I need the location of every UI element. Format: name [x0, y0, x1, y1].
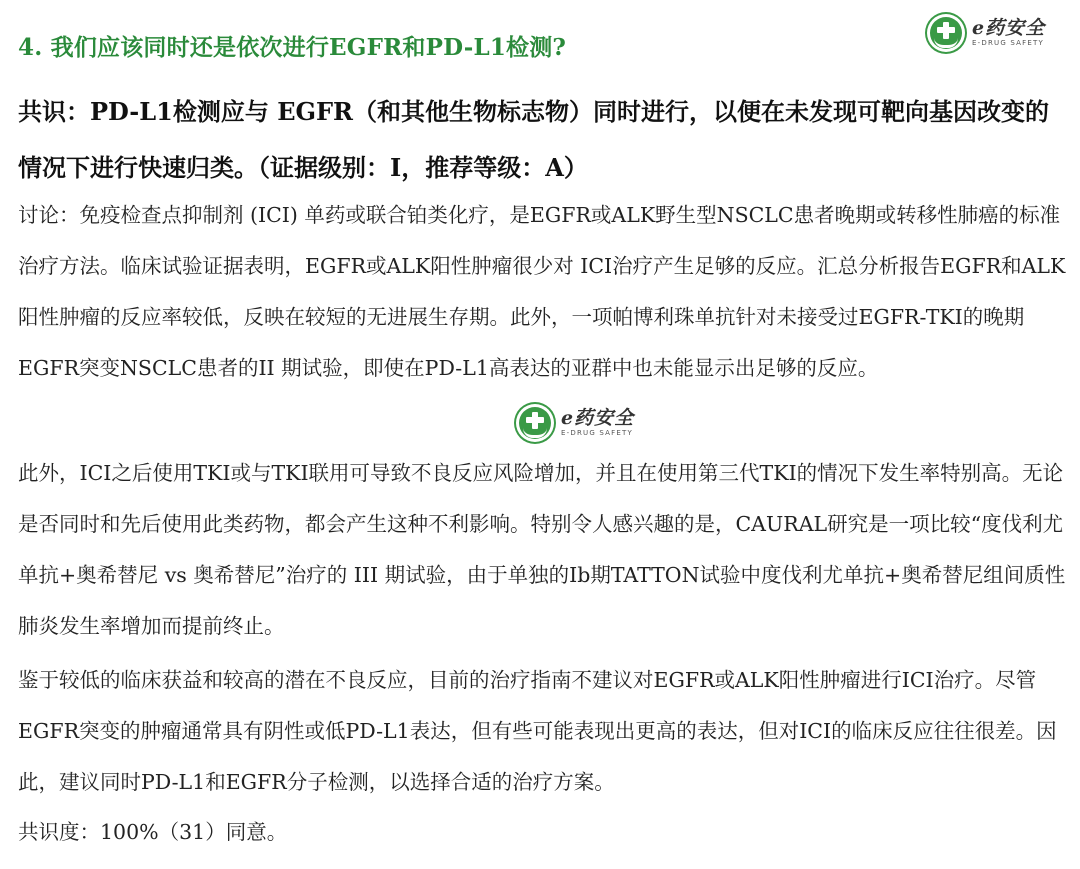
medical-cross-icon [516, 404, 554, 442]
consensus-statement: 共识：PD-L1检测应与 EGFR（和其他生物标志物）同时进行，以便在未发现可靶向基因改变的情况下进行快速归类。（证据级别：I，推荐等级：A） [18, 97, 1049, 182]
question-title: 4. 我们应该同时还是依次进行EGFR和PD-L1检测? [18, 34, 567, 61]
watermark-subtitle: E-DRUG SAFETY [972, 39, 1044, 47]
discussion-paragraph-1: 讨论：免疫检查点抑制剂 (ICI) 单药或联合铂类化疗，是EGFR或ALK野生型NSCLC患者晚期或转移性肺癌的标准治疗方法。临床试验证据表明，EGFR或ALK阳性肿瘤很少对 ICI治疗产生足够的反应。汇总分析报告EGFR和ALK阳性肿瘤的反应率较低，反映在较短的无进展生存期。此外，一项帕博利珠单抗针对未接受过EGFR-TKI的晚期EGFR突变NSCLC患者的II 期试验，即使在PD-L1高表达的亚群中也未能显示出足够的反应。 [18, 203, 1066, 380]
watermark-name: e药安全 [561, 407, 635, 429]
medical-cross-icon [927, 14, 965, 52]
watermark-subtitle: E-DRUG SAFETY [561, 429, 633, 437]
discussion-paragraph-3: 鉴于较低的临床获益和较高的潜在不良反应，目前的治疗指南不建议对EGFR或ALK阳性肿瘤进行ICI治疗。尽管EGFR突变的肿瘤通常具有阴性或低PD-L1表达，但有些可能表现出更高的表达，但对ICI的临床反应往往很差。因此，建议同时PD-L1和EGFR分子检测，以选择合适的治疗方案。 [18, 668, 1057, 794]
watermark-logo-top [927, 14, 1045, 52]
consensus-agreement: 共识度：100%（31）同意。 [18, 820, 288, 844]
watermark-name: e药安全 [972, 17, 1046, 39]
watermark-text [972, 18, 1045, 48]
watermark-text [561, 408, 634, 438]
watermark-logo-middle [516, 404, 634, 442]
discussion-paragraph-2: 此外，ICI之后使用TKI或与TKI联用可导致不良反应风险增加，并且在使用第三代TKI的情况下发生率特别高。无论是否同时和先后使用此类药物，都会产生这种不利影响。特别令人感兴趣的是，CAURAL研究是一项比较“度伐利尤单抗+奥希替尼 vs 奥希替尼”治疗的 III 期试验，由于单独的Ib期TATTON试验中度伐利尤单抗+奥希替尼组间质性肺炎发生率增加而提前终止。 [18, 461, 1066, 638]
